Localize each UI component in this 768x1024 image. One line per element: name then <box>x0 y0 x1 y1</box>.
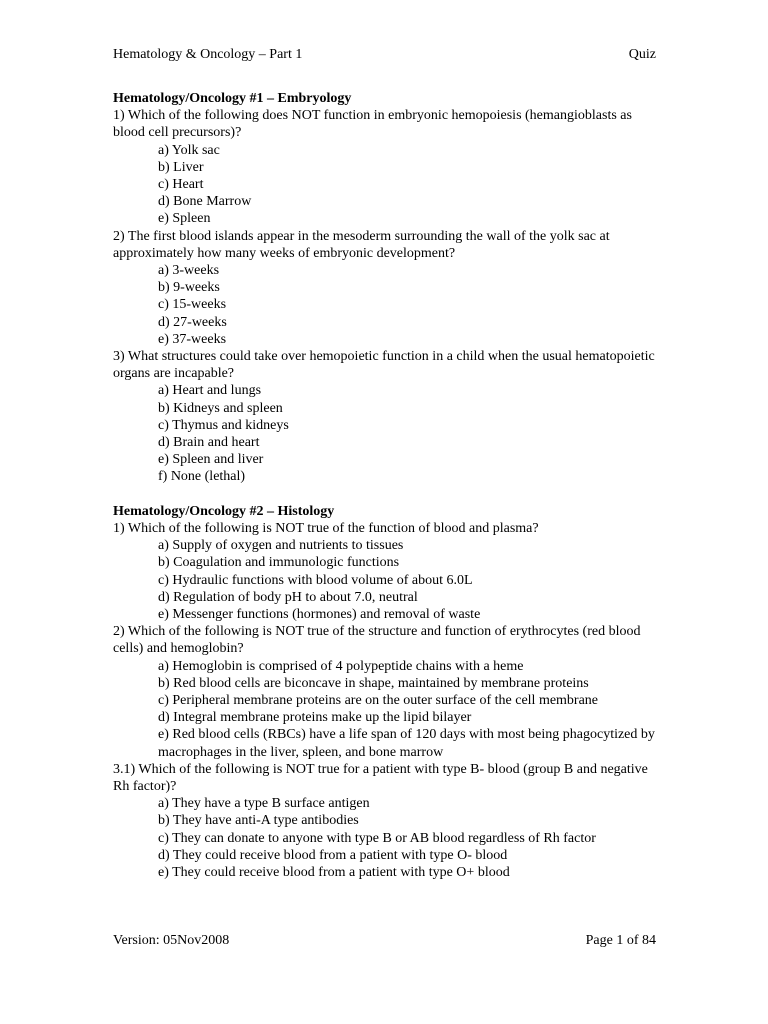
question-text: 1) Which of the following does NOT function in embryonic hemopoiesis (hemangioblasts as blood cell precursors)? <box>113 108 632 141</box>
answer-option: d) Integral membrane proteins make up the lipid bilayer <box>158 710 472 726</box>
answer-option: c) Peripheral membrane proteins are on the outer surface of the cell membrane <box>158 693 599 709</box>
answer-option: a) Hemoglobin is comprised of 4 polypeptide chains with a heme <box>158 658 524 674</box>
version-label: Version: 05Nov2008 <box>113 933 230 948</box>
answer-option: e) They could receive blood from a patient with type O+ blood <box>158 865 510 881</box>
answer-option: e) Red blood cells (RBCs) have a life span of 120 days with most being phagocytized by macrophages in the liver, spleen, and bone marrow <box>158 727 655 760</box>
question <box>113 520 658 623</box>
question-text: 1) Which of the following is NOT true of the function of blood and plasma? <box>113 521 539 537</box>
question-text: 2) The first blood islands appear in the mesoderm surrounding the wall of the yolk sac at approximately how many weeks of embryonic development? <box>113 228 610 261</box>
answer-option: c) Thymus and kidneys <box>158 417 289 433</box>
answer-option: a) Yolk sac <box>158 142 220 158</box>
section-title: Hematology/Oncology #1 – Embryology <box>113 91 352 106</box>
answer-option: a) They have a type B surface antigen <box>158 796 370 812</box>
page-footer <box>113 932 656 949</box>
answer-option: c) They can donate to anyone with type B or AB blood regardless of Rh factor <box>158 830 596 846</box>
answer-option: a) Supply of oxygen and nutrients to tissues <box>158 538 404 554</box>
answer-option: f) None (lethal) <box>158 469 246 485</box>
page-header <box>113 46 656 63</box>
answer-option: b) Kidneys and spleen <box>158 400 283 416</box>
question-text: 2) Which of the following is NOT true of the structure and function of erythrocytes (red blood cells) and hemoglobin? <box>113 624 641 657</box>
answer-option: b) Coagulation and immunologic functions <box>158 555 400 571</box>
answer-option: d) 27-weeks <box>158 314 227 330</box>
answer-option: d) They could receive blood from a patient with type O- blood <box>158 847 508 863</box>
answer-option: b) Liver <box>158 159 204 175</box>
section-embryology <box>113 90 658 486</box>
answer-option: e) Messenger functions (hormones) and removal of waste <box>158 607 481 623</box>
answer-option: d) Brain and heart <box>158 435 260 451</box>
answer-option: a) Heart and lungs <box>158 383 262 399</box>
section-title: Hematology/Oncology #2 – Histology <box>113 503 335 519</box>
question <box>113 761 658 881</box>
question <box>113 348 658 486</box>
answer-option: e) 37-weeks <box>158 331 227 347</box>
question <box>113 228 658 348</box>
header-title: Hematology & Oncology – Part 1 <box>113 47 303 62</box>
question-text: 3) What structures could take over hemopoietic function in a child when the usual hematopoietic organs are incapable? <box>113 349 655 382</box>
question <box>113 107 658 227</box>
answer-option: d) Regulation of body pH to about 7.0, neutral <box>158 589 418 605</box>
page-number: Page 1 of 84 <box>585 933 656 948</box>
section-spacer <box>113 486 658 503</box>
answer-option: d) Bone Marrow <box>158 194 252 210</box>
answer-option: c) Hydraulic functions with blood volume of about 6.0L <box>158 572 473 588</box>
answer-option: b) They have anti-A type antibodies <box>158 813 359 829</box>
question <box>113 623 658 761</box>
answer-option: a) 3-weeks <box>158 263 220 279</box>
page-body <box>113 90 658 881</box>
answer-option: e) Spleen and liver <box>158 452 264 468</box>
section-histology <box>113 503 658 881</box>
answer-option: e) Spleen <box>158 211 211 227</box>
question-text: 3.1) Which of the following is NOT true for a patient with type B- blood (group B and negative Rh factor)? <box>113 761 648 795</box>
answer-option: c) Heart <box>158 177 204 192</box>
answer-option: b) 9-weeks <box>158 280 220 296</box>
header-label: Quiz <box>628 47 656 62</box>
answer-option: b) Red blood cells are biconcave in shape, maintained by membrane proteins <box>158 675 589 691</box>
answer-option: c) 15-weeks <box>158 297 227 313</box>
